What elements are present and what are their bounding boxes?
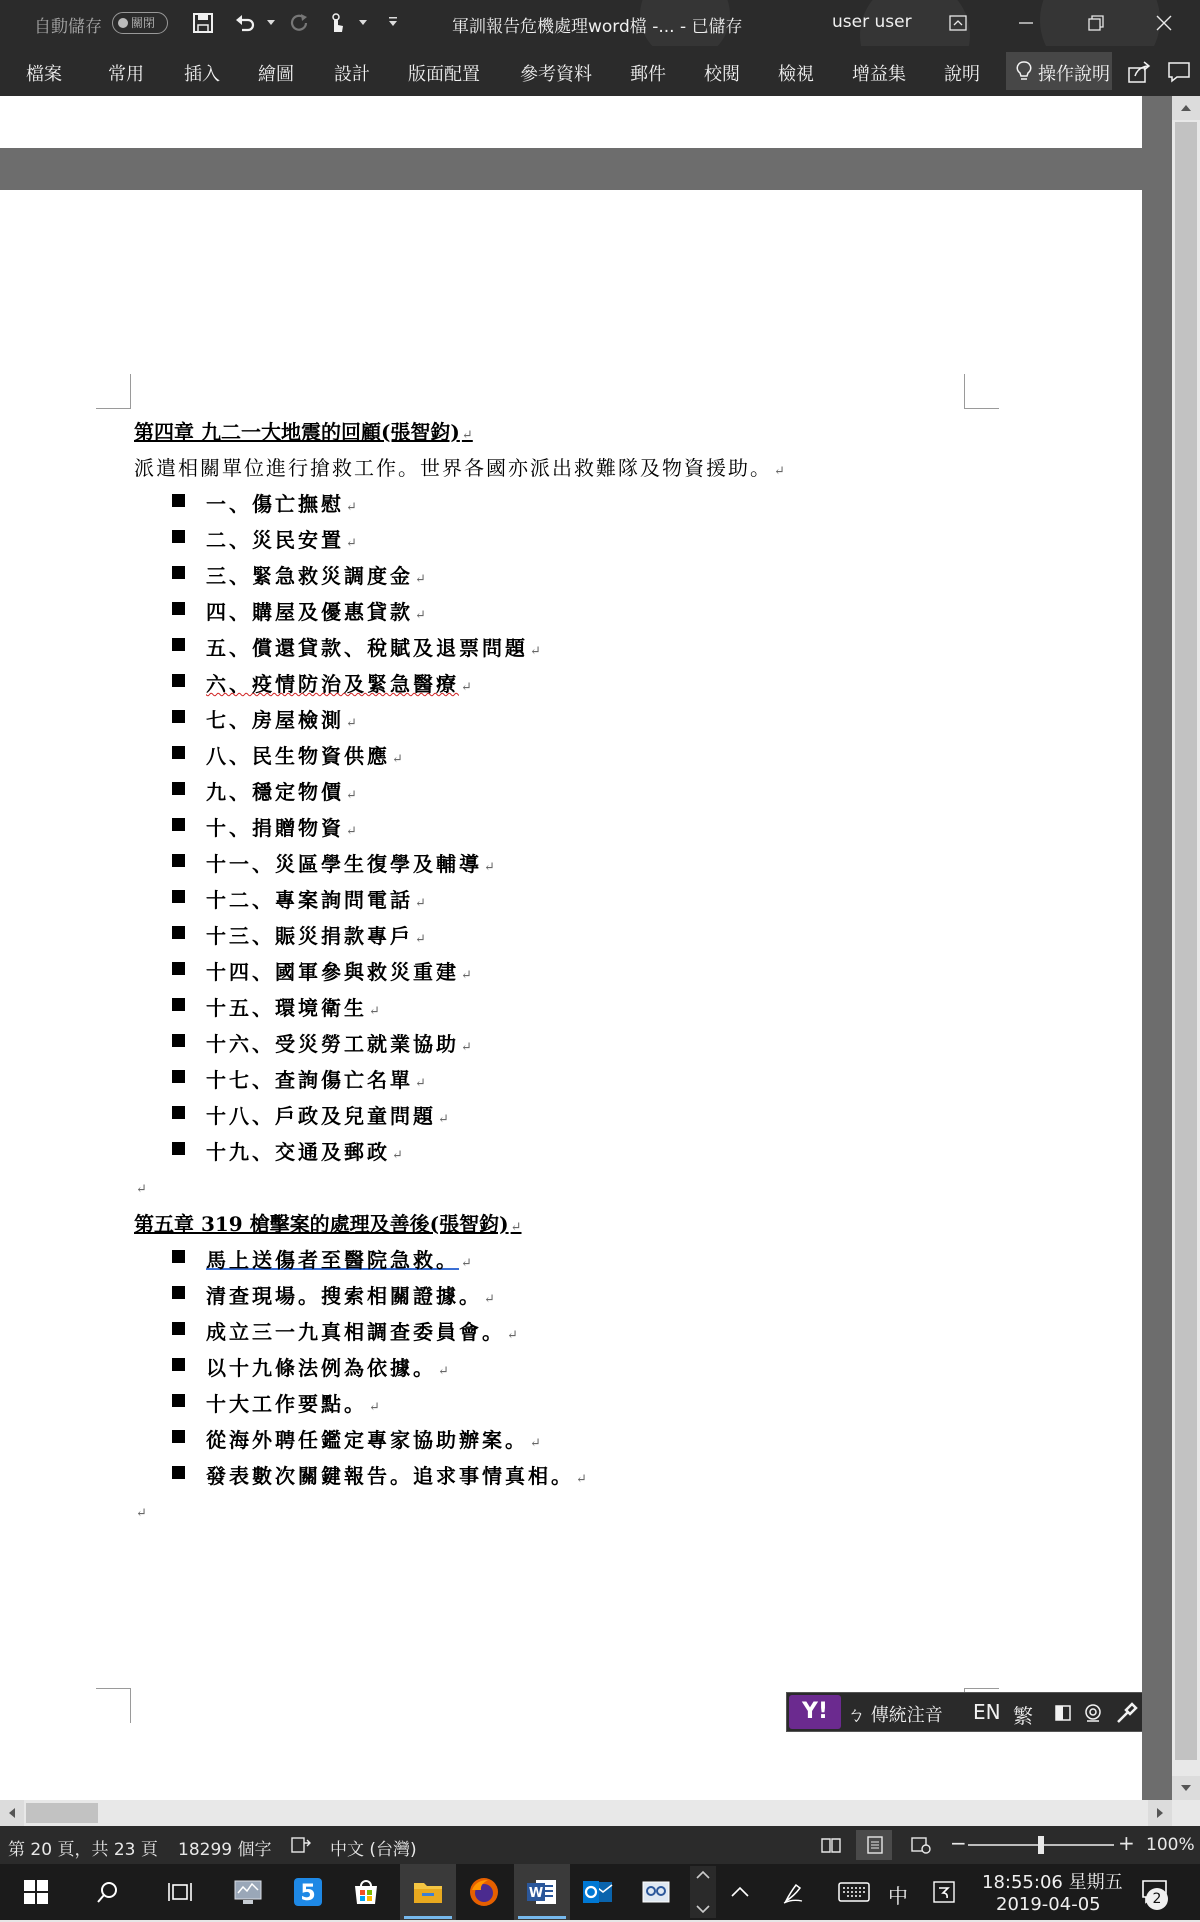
document-title: 軍訓報告危機處理word檔 -... - 已儲存 <box>452 17 743 37</box>
tab-mailings[interactable]: 郵件 <box>630 64 666 85</box>
touch-mode-icon[interactable] <box>322 8 352 38</box>
bullet-square-icon <box>172 1394 185 1407</box>
svg-text:5: 5 <box>300 1881 316 1906</box>
clock-date[interactable]: 2019-04-05 <box>996 1894 1101 1915</box>
tab-view[interactable]: 檢視 <box>778 64 814 85</box>
scroll-down-icon[interactable] <box>1172 1776 1200 1800</box>
ime-mode[interactable]: ㄅ 傳統注音 <box>847 1705 943 1726</box>
horizontal-scroll-thumb[interactable] <box>26 1803 98 1823</box>
symbol-icon[interactable] <box>1083 1703 1103 1723</box>
list-item: 十一、災區學生復學及輔導 ↵ <box>206 852 495 876</box>
word-count[interactable]: 18299 個字 <box>178 1840 272 1860</box>
explorer-running-indicator <box>404 1916 452 1919</box>
ime-mode-icon[interactable] <box>924 1872 964 1912</box>
tell-me-box[interactable] <box>1006 52 1112 90</box>
ime-indicator[interactable]: 中 <box>888 1884 908 1908</box>
list-item: 從海外聘任鑑定專家協助辦案。 ↵ <box>206 1428 541 1452</box>
bullet-square-icon <box>172 746 185 759</box>
scroll-gutter <box>1142 96 1172 1800</box>
tools-icon[interactable] <box>1115 1701 1139 1725</box>
file-explorer-icon[interactable] <box>408 1872 448 1912</box>
tab-review[interactable]: 校閱 <box>704 64 740 85</box>
list-item: 四、購屋及優惠貸款 ↵ <box>206 600 426 624</box>
tab-references[interactable]: 參考資料 <box>520 64 592 85</box>
taskbar <box>0 1864 1200 1920</box>
scroll-left-icon[interactable] <box>0 1800 24 1826</box>
list-item: 十大工作要點。 ↵ <box>206 1392 380 1416</box>
read-mode-icon[interactable] <box>820 1835 842 1855</box>
page-count[interactable]: 第 20 頁，共 23 頁 <box>8 1840 158 1860</box>
svg-text:W: W <box>528 1886 544 1901</box>
firefox-icon[interactable] <box>464 1872 504 1912</box>
document-page[interactable] <box>0 190 1142 1800</box>
list-item: 十、捐贈物資 ↵ <box>206 816 357 840</box>
half-width-icon[interactable] <box>1055 1705 1071 1721</box>
web-layout-icon[interactable] <box>910 1835 932 1855</box>
bullet-square-icon <box>172 674 185 687</box>
list-item: 八、民生物資供應 ↵ <box>206 744 403 768</box>
print-layout-icon[interactable] <box>864 1835 886 1855</box>
close-icon[interactable] <box>1134 0 1194 46</box>
zoom-in-icon[interactable]: + <box>1118 1831 1135 1855</box>
store-icon[interactable] <box>346 1872 386 1912</box>
tab-addins[interactable]: 增益集 <box>852 64 906 85</box>
title-bar <box>0 0 1200 46</box>
undo-dropdown-icon[interactable] <box>264 14 278 30</box>
save-icon[interactable] <box>188 8 218 38</box>
crop-mark-top-left <box>96 374 131 409</box>
bullet-square-icon <box>172 1358 185 1371</box>
list-item: 十九、交通及郵政 ↵ <box>206 1140 403 1164</box>
bullet-square-icon <box>172 782 185 795</box>
tell-me-label: 操作說明 <box>1038 64 1110 85</box>
bullet-square-icon <box>172 1034 185 1047</box>
previous-page-bottom <box>0 96 1142 148</box>
tab-file[interactable]: 檔案 <box>26 64 62 85</box>
bullet-square-icon <box>172 1430 185 1443</box>
list-item: 三、緊急救災調度金 ↵ <box>206 564 426 588</box>
autosave-label: 自動儲存 <box>34 17 102 37</box>
scroll-up-icon[interactable] <box>1172 96 1200 120</box>
bullet-square-icon <box>172 854 185 867</box>
ribbon-display-options-icon[interactable] <box>928 0 988 46</box>
chapter5-heading: 第五章 319 槍擊案的處理及善後(張智鈞) ↵ <box>134 1212 522 1236</box>
list-item: 五、償還貸款、稅賦及退票問題 ↵ <box>206 636 541 660</box>
list-item: 發表數次關鍵報告。追求事情真相。 ↵ <box>206 1464 587 1488</box>
list-item: 十三、賑災捐款專戶 ↵ <box>206 924 426 948</box>
crop-mark-top-right <box>964 374 999 409</box>
ime-lang[interactable]: EN <box>973 1700 1001 1724</box>
bullet-square-icon <box>172 1322 185 1335</box>
list-item: 十四、國軍參與救災重建 ↵ <box>206 960 472 984</box>
list-item: 清查現場。搜索相關證據。 ↵ <box>206 1284 495 1308</box>
list-item: 以十九條法例為依據。 ↵ <box>206 1356 449 1380</box>
bullet-square-icon <box>172 566 185 579</box>
list-item: 二、災民安置 ↵ <box>206 528 357 552</box>
show-hidden-icons-icon[interactable] <box>720 1872 760 1912</box>
bullet-square-icon <box>172 638 185 651</box>
list-item: 七、房屋檢測 ↵ <box>206 708 357 732</box>
bullet-square-icon <box>172 1070 185 1083</box>
horizontal-scrollbar[interactable] <box>0 1800 1172 1826</box>
redo-icon[interactable] <box>284 8 314 38</box>
task-view-icon[interactable] <box>160 1872 200 1912</box>
autosave-toggle[interactable]: 關閉 <box>112 12 168 34</box>
bullet-square-icon <box>172 1142 185 1155</box>
list-item: 一、傷亡撫慰 ↵ <box>206 492 357 516</box>
bullet-square-icon <box>172 530 185 543</box>
minimize-icon[interactable] <box>996 0 1056 46</box>
document-area[interactable] <box>0 96 1142 1800</box>
restore-icon[interactable] <box>1066 0 1126 46</box>
tab-design[interactable]: 設計 <box>334 64 370 85</box>
list-item: 十八、戶政及兒童問題 ↵ <box>206 1104 449 1128</box>
undo-icon[interactable] <box>230 8 260 38</box>
lightbulb-icon <box>1014 60 1034 82</box>
tab-home[interactable]: 常用 <box>108 64 144 85</box>
windows-start-icon[interactable] <box>16 1872 56 1912</box>
list-item: 六、疫情防治及緊急醫療 ↵ <box>206 672 472 696</box>
search-icon[interactable] <box>88 1872 128 1912</box>
pen-icon[interactable] <box>774 1872 814 1912</box>
page-gap-lower <box>0 168 1142 190</box>
list-item: 成立三一九真相調查委員會。 ↵ <box>206 1320 518 1344</box>
empty-paragraph-end: ↵ <box>136 1506 147 1521</box>
chapter4-intro: 派遣相關單位進行搶救工作。世界各國亦派出救難隊及物資援助。 ↵ <box>134 456 785 480</box>
yahoo-ime-logo: Y! <box>789 1695 841 1729</box>
tab-draw[interactable]: 繪圖 <box>258 64 294 85</box>
bullet-square-icon <box>172 890 185 903</box>
list-item: 馬上送傷者至醫院急救。 ↵ <box>206 1248 472 1272</box>
bullet-square-icon <box>172 602 185 615</box>
ime-script[interactable]: 繁 <box>1013 1704 1033 1728</box>
ime-toolbar[interactable] <box>786 1692 1186 1732</box>
bullet-square-icon <box>172 710 185 723</box>
clock-time[interactable]: 18:55:06 星期五 <box>982 1872 1123 1893</box>
empty-paragraph: ↵ <box>136 1182 147 1197</box>
page-gap <box>0 148 1142 168</box>
bullet-square-icon <box>172 926 185 939</box>
language-status[interactable]: 中文 (台灣) <box>330 1840 417 1860</box>
list-item: 十五、環境衛生 ↵ <box>206 996 380 1020</box>
notification-count: 2 <box>1146 1888 1168 1910</box>
touch-keyboard-icon[interactable] <box>834 1872 874 1912</box>
comments-icon[interactable] <box>1166 59 1192 85</box>
outlook-icon[interactable] <box>578 1872 618 1912</box>
bullet-square-icon <box>172 1466 185 1479</box>
share-icon[interactable] <box>1126 59 1152 85</box>
proofing-icon[interactable] <box>290 1835 312 1855</box>
snipping-tool-icon[interactable] <box>636 1872 676 1912</box>
zoom-out-icon[interactable]: − <box>950 1831 967 1855</box>
taskbar-scroll[interactable] <box>690 1866 716 1918</box>
tab-layout[interactable]: 版面配置 <box>408 64 480 85</box>
tab-insert[interactable]: 插入 <box>184 64 220 85</box>
touch-dropdown-icon[interactable] <box>356 14 370 30</box>
bullet-square-icon <box>172 1250 185 1263</box>
tab-help[interactable]: 說明 <box>944 64 980 85</box>
bullet-square-icon <box>172 494 185 507</box>
app-5-icon[interactable] <box>288 1872 328 1912</box>
bullet-square-icon <box>172 998 185 1011</box>
list-item: 九、穩定物價 ↵ <box>206 780 357 804</box>
bullet-square-icon <box>172 1106 185 1119</box>
zoom-level[interactable]: 100% <box>1146 1835 1195 1855</box>
customize-qat-icon[interactable] <box>386 14 400 30</box>
user-name[interactable]: user user <box>832 12 912 32</box>
vertical-scroll-thumb[interactable] <box>1175 122 1197 1760</box>
ribbon-tabs <box>0 46 1200 96</box>
bullet-square-icon <box>172 1286 185 1299</box>
list-item: 十二、專案詢問電話 ↵ <box>206 888 426 912</box>
app-monitor-icon[interactable] <box>228 1872 268 1912</box>
status-bar <box>0 1826 1200 1864</box>
zoom-slider-thumb[interactable] <box>1038 1836 1044 1854</box>
crop-mark-bottom-left <box>96 1688 131 1723</box>
scroll-right-icon[interactable] <box>1148 1800 1172 1826</box>
word-running-indicator <box>518 1916 566 1919</box>
scroll-corner <box>1172 1800 1200 1826</box>
word-icon[interactable] <box>522 1872 562 1912</box>
list-item: 十七、查詢傷亡名單 ↵ <box>206 1068 426 1092</box>
list-item: 十六、受災勞工就業協助 ↵ <box>206 1032 472 1056</box>
chapter4-heading: 第四章 九二一大地震的回顧(張智鈞) ↵ <box>134 420 473 444</box>
bullet-square-icon <box>172 962 185 975</box>
bullet-square-icon <box>172 818 185 831</box>
